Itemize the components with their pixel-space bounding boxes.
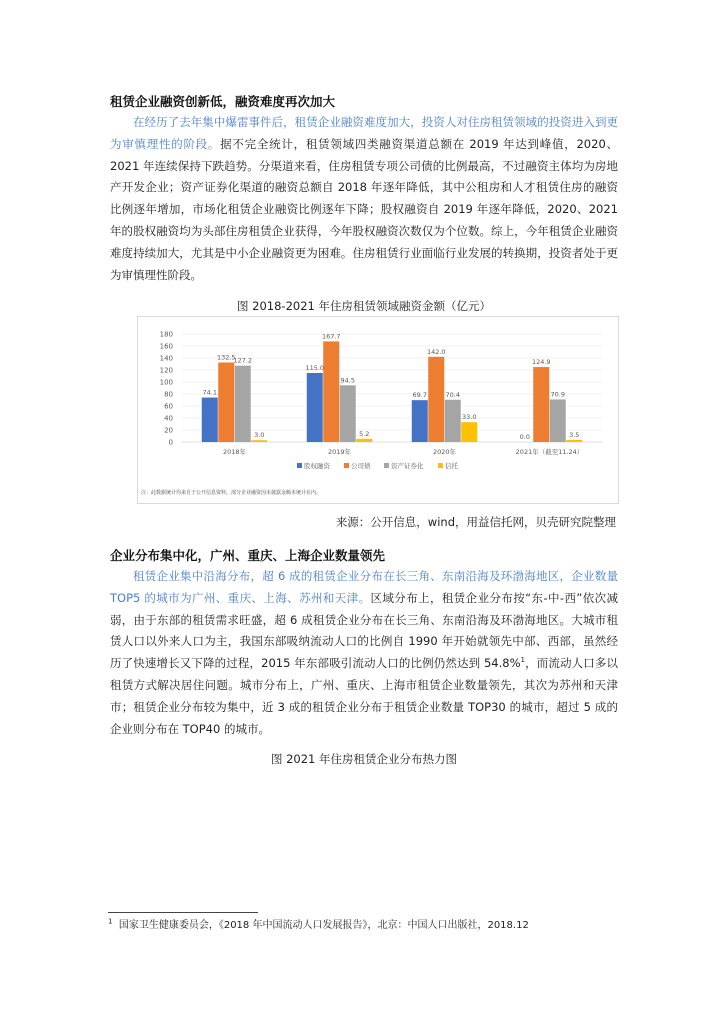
footnote-text: 国家卫生健康委员会，《2018 年中国流动人口发展报告》，北京：中国人口出版社，2018.12 [118, 920, 529, 931]
legend-label: 股权融资 [304, 462, 330, 470]
section2-body-a: 区域分布上，租赁企业分布按“东-中-西”依次减弱，由于东部的租赁需求旺盛，超 6 成租赁企业分布在长三角、东南沿海及环渤海地区。大城市租赁人口以外来人口为主，我国东部吸纳流动人口的比例自 1990 年开始就领先中部、西部，虽然经历了快速增长又下降的过程，2015 年东部吸引流动人口的比例仍然达到 54.8% [110, 590, 618, 671]
legend-swatch [384, 463, 389, 468]
bar-资产证券化 [340, 385, 356, 442]
bar-value-label: 69.7 [412, 391, 427, 400]
bar-信托 [251, 440, 267, 442]
footnote [108, 918, 628, 934]
bar-value-label: 74.1 [202, 388, 217, 397]
section1-body: 据不完全统计，租赁领域四类融资渠道总额在 2019 年达到峰值，2020、2021 年连续保持下跌趋势。分渠道来看，住房租赁专项公司债的比例最高，不过融资主体均为房地产开发企业；资产证券化渠道的融资总额自 2018 年逐年降低，其中公租房和人才租赁住房的融资比例逐年增加，市场化租赁企业融资比例逐年下降；股权融资自 2019 年逐年降低，2020、2021 年的股权融资均为头部住房租赁企业获得，今年股权融资次数仅为个位数。综上，今年租赁企业融资难度持续加大，尤其是中小企业融资更为困难。住房租赁行业面临行业发展的转换期，投资者处于更为审慎理性阶段。 [110, 136, 619, 282]
section2-heading: 企业分布集中化，广州、重庆、上海企业数量领先 [110, 548, 386, 563]
x-tick-label: 2020年 [432, 448, 457, 456]
y-tick-label: 80 [164, 390, 173, 399]
chart-caption: 图 2018-2021 年住房租赁领域融资金额（亿元） [237, 299, 491, 313]
y-tick-label: 20 [164, 426, 173, 435]
bar-value-label: 124.9 [531, 358, 551, 367]
bar-股权融资 [202, 398, 218, 442]
bar-value-label: 127.2 [233, 356, 253, 365]
footnote-divider [108, 912, 258, 913]
y-tick-label: 180 [159, 330, 173, 339]
bar-value-label: 70.4 [445, 390, 460, 399]
bar-公司债 [533, 367, 549, 442]
section1-highlight: 在经历了去年集中爆雷事件后，租赁企业融资难度加大，投资人对住房租赁领域的投资进入到更为审慎理性的阶段。 [110, 115, 618, 151]
bar-value-label: 3.0 [254, 431, 265, 440]
bar-公司债 [323, 341, 339, 442]
bar-信托 [461, 422, 477, 442]
bar-value-label: 5.2 [359, 429, 370, 438]
y-tick-label: 160 [159, 342, 173, 351]
legend-label: 信托 [445, 462, 458, 470]
chart-note: 注：此数据统计均来自于公开信息资料，部分企业融资因未披露金额未统计在内。 [141, 490, 322, 496]
chart-source: 来源：公开信息，wind，用益信托网，贝壳研究院整理 [335, 515, 616, 529]
y-tick-label: 140 [159, 354, 173, 363]
bar-资产证券化 [445, 400, 461, 442]
y-tick-label: 120 [159, 366, 173, 375]
bar-股权融资 [412, 400, 428, 442]
legend-swatch [297, 463, 302, 468]
footnote-number: 1 [108, 917, 113, 926]
y-tick-label: 0 [168, 438, 173, 447]
y-tick-label: 60 [164, 402, 173, 411]
section1-paragraph [110, 112, 618, 286]
x-tick-label: 2019年 [327, 448, 352, 456]
section2-paragraph [110, 566, 618, 740]
legend-swatch [438, 463, 443, 468]
bar-资产证券化 [235, 366, 251, 442]
bar-信托 [566, 440, 582, 442]
bar-资产证券化 [550, 399, 566, 442]
legend-label: 资产证券化 [391, 462, 424, 470]
bar-value-label: 3.5 [569, 430, 580, 439]
legend-swatch [344, 463, 349, 468]
y-tick-label: 40 [164, 414, 173, 423]
bar-信托 [356, 439, 372, 442]
bar-value-label: 70.9 [550, 390, 565, 399]
bar-value-label: 167.7 [321, 332, 341, 341]
bar-value-label: 94.5 [340, 376, 355, 385]
x-tick-label: 2021年（截至11.24） [515, 448, 584, 456]
x-tick-label: 2018年 [222, 448, 247, 456]
bar-value-label: 33.0 [462, 413, 477, 422]
section1-heading: 租赁企业融资创新低，融资难度再次加大 [110, 94, 336, 109]
legend-label: 公司债 [351, 462, 371, 470]
bar-公司债 [428, 357, 444, 442]
y-tick-label: 100 [159, 378, 173, 387]
section2-highlight: 租赁企业集中沿海分布，超 6 成的租赁企业分布在长三角、东南沿海及环渤海地区，企业数量 TOP5 的城市为广州、重庆、上海、苏州和天津。 [110, 569, 618, 605]
footnote-ref[interactable]: 1 [520, 656, 525, 665]
bar-value-label: 142.0 [426, 347, 446, 356]
bar-value-label: 115.0 [305, 364, 325, 372]
funding-bar-chart [137, 316, 617, 504]
bar-公司债 [218, 363, 234, 443]
heatmap-caption: 图 2021 年住房租赁企业分布热力图 [270, 752, 458, 766]
bar-股权融资 [307, 373, 323, 442]
bar-value-label: 0.0 [519, 433, 530, 441]
section2-body-b: ，而流动人口多以租赁方式解决居住问题。城市分布上，广州、重庆、上海市租赁企业数量领先，其次为苏州和天津市；租赁企业分布较为集中，近 3 成的租赁企业分布于租赁企业数量 TOP30 的城市，超过 5 成的企业则分布在 TOP40 的城市。 [110, 656, 619, 736]
bar-value-label: 132.5 [216, 353, 236, 362]
